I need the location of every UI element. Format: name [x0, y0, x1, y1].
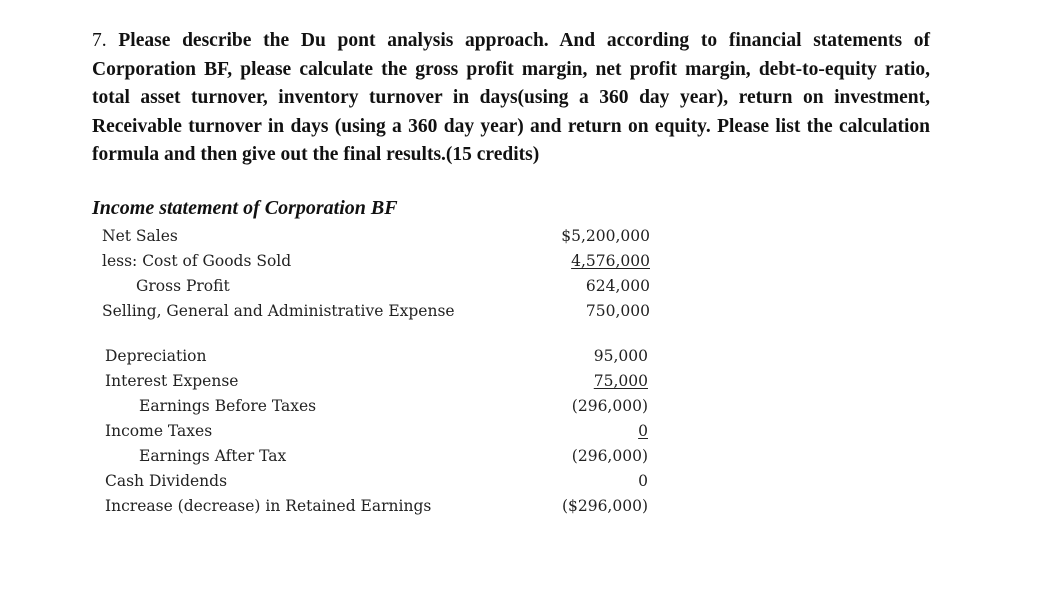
row-value: (296,000): [571, 397, 648, 415]
row-label: Selling, General and Administrative Expense: [102, 302, 455, 320]
statement-row-net-sales: [0, 227, 1043, 252]
row-label: less: Cost of Goods Sold: [102, 252, 292, 270]
row-label: Income Taxes: [105, 422, 213, 440]
row-label: Depreciation: [105, 347, 207, 365]
statement-title: Income statement of Corporation BF: [92, 197, 398, 219]
question-number: 7.: [92, 30, 107, 51]
row-value: 0: [638, 422, 648, 440]
statement-row-depreciation: [0, 347, 1043, 372]
row-value: 75,000: [593, 372, 648, 390]
row-label: Interest Expense: [105, 372, 239, 390]
row-value: 4,576,000: [571, 252, 650, 270]
row-value: (296,000): [571, 447, 648, 465]
statement-row-dividends: [0, 472, 1043, 497]
row-value: 0: [638, 472, 648, 490]
row-label: Increase (decrease) in Retained Earnings: [105, 497, 432, 515]
row-label: Cash Dividends: [105, 472, 228, 490]
row-value: $5,200,000: [561, 227, 650, 245]
row-label: Gross Profit: [136, 277, 230, 295]
question-paragraph: [92, 27, 930, 170]
statement-row-ebt: [0, 397, 1043, 422]
statement-row-cogs: [0, 252, 1043, 277]
row-label: Earnings After Tax: [139, 447, 287, 465]
statement-row-income-taxes: [0, 422, 1043, 447]
row-value: ($296,000): [561, 497, 648, 515]
row-value: 750,000: [585, 302, 650, 320]
row-label: Earnings Before Taxes: [139, 397, 317, 415]
question-text: Please describe the Du pont analysis approach. And according to financial statements of Corporation BF, please calculate the gross profit margin, net profit margin, debt-to-equity ratio, total asset turnover, inventory turnover in days(using a 360 day year), return on investment, Receivable turnover in days (using a 360 day year) and return on equity. Please list the calculation formula and then give out the final results.(15 credits): [92, 30, 931, 165]
statement-row-interest: [0, 372, 1043, 397]
statement-row-sga: [0, 302, 1043, 327]
statement-row-gross-profit: [0, 277, 1043, 302]
row-value: 95,000: [593, 347, 648, 365]
statement-row-retained-earnings: [0, 497, 1043, 522]
row-value: 624,000: [585, 277, 650, 295]
statement-row-eat: [0, 447, 1043, 472]
row-label: Net Sales: [102, 227, 178, 245]
